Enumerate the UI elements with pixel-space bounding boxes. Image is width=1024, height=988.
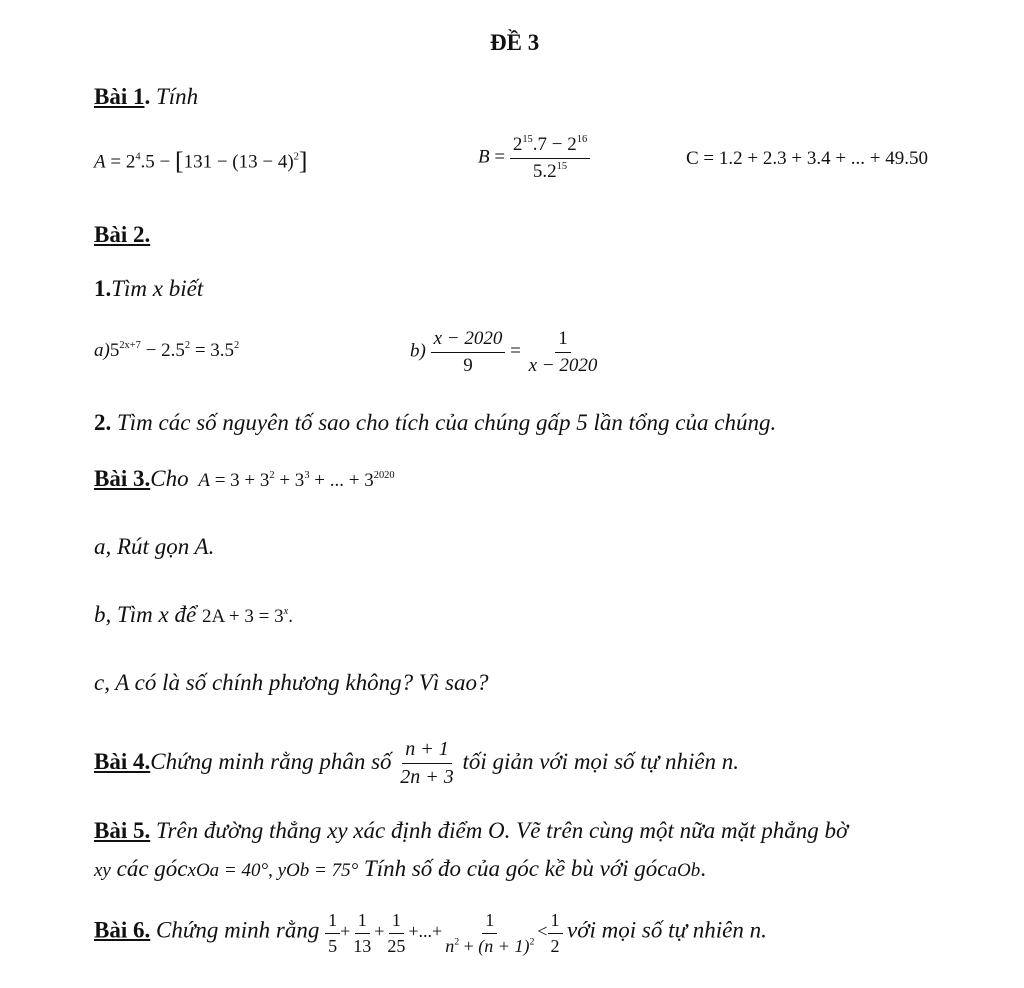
bai6-frac-2-den: 13 bbox=[353, 935, 372, 956]
bai5-line2 bbox=[94, 856, 706, 882]
expr-b-num-mid: .7 − 2 bbox=[532, 134, 577, 155]
expr-a-close: ] bbox=[298, 146, 308, 175]
expr-b-num-exp1: 15 bbox=[522, 134, 533, 146]
bai5-t2: Tính số đo của góc kề bù với góc bbox=[363, 856, 668, 881]
bai5-sep: , bbox=[268, 860, 273, 881]
expr-a-paren: (13 − 4) bbox=[232, 151, 294, 173]
bai3-part-c: c, A có là số chính phương không? Vì sao? bbox=[94, 670, 489, 695]
bai2-part2-num: 2. bbox=[94, 410, 112, 435]
bai6-last-den-ce: 2 bbox=[529, 936, 535, 948]
bai2-a-exp2: 2 bbox=[184, 340, 191, 352]
bai3-expr-t2: + 3 bbox=[274, 470, 305, 491]
bai1-text: Tính bbox=[155, 84, 199, 109]
bai2-a-rest2: = 3.5 bbox=[190, 340, 235, 361]
bai3-b-end: . bbox=[288, 606, 293, 627]
expr-a-exp1: 4 bbox=[135, 151, 141, 163]
bai4-fraction bbox=[397, 738, 457, 789]
bai6-rhs-den: 2 bbox=[550, 935, 560, 956]
bai2-part2-text: Tìm các số nguyên tố sao cho tích của chúng gấp 5 lần tổng của chúng. bbox=[117, 410, 777, 435]
bai3-expr-e3: 2020 bbox=[373, 470, 395, 482]
bai2-b-frac1 bbox=[431, 328, 506, 377]
bai3-expr-e2: 3 bbox=[304, 470, 310, 482]
bai5-t1: các góc bbox=[116, 856, 188, 881]
expr-a-inner: 131 − bbox=[183, 151, 233, 173]
bai3-b-text: b, Tìm x để bbox=[94, 602, 197, 627]
bai6-plus-1: + bbox=[340, 921, 351, 942]
expr-a-mid: .5 − bbox=[140, 151, 176, 173]
bai3-part-a: a, Rút gọn A. bbox=[94, 534, 215, 559]
bai3-text: Cho bbox=[150, 466, 189, 491]
expr-a-lhs: A bbox=[94, 151, 106, 173]
expr-a-open: [ bbox=[175, 146, 184, 175]
bai5-angle3: aOb bbox=[667, 860, 701, 881]
bai6-frac-rhs bbox=[548, 910, 563, 956]
bai6-last-den-b: + bbox=[459, 935, 479, 956]
bai3-heading bbox=[94, 466, 395, 492]
bai5-angle1: xOa = 40° bbox=[187, 860, 269, 881]
bai2-label: Bài 2. bbox=[94, 222, 151, 247]
bai2-b-num1: x − 2020 bbox=[431, 328, 506, 353]
bai2-a-expr bbox=[94, 340, 239, 362]
bai4-label: Bài 4. bbox=[94, 748, 151, 774]
bai3-b-expr bbox=[202, 606, 293, 627]
bai6-plus-2: + bbox=[374, 921, 385, 942]
bai3-expr-e1: 2 bbox=[269, 470, 275, 482]
expr-b-num-exp2: 16 bbox=[576, 134, 588, 146]
bai6-text2: với mọi số tự nhiên n. bbox=[567, 917, 767, 943]
bai1-label: Bài 1 bbox=[94, 84, 145, 109]
bai6-frac-2 bbox=[350, 910, 374, 956]
bai3-label: Bài 3. bbox=[94, 466, 151, 491]
bai3-expr-t3: + ... + 3 bbox=[309, 470, 374, 491]
bai6-frac-3 bbox=[384, 910, 408, 956]
bai5-line1-text: Trên đường thẳng xy xác định điểm O. Vẽ trên cùng một nữa mặt phẳng bờ bbox=[155, 818, 849, 843]
bai4-num: n + 1 bbox=[402, 738, 452, 764]
bai3-b-lhs: 2A + 3 = 3 bbox=[201, 606, 284, 627]
bai6-frac-2-num: 1 bbox=[355, 910, 370, 934]
bai5-xy: xy bbox=[94, 860, 111, 881]
bai2-a-exp3: 2 bbox=[234, 340, 240, 352]
bai5-angle1-wrap bbox=[188, 860, 359, 881]
bai6-last-den-c: (n + 1) bbox=[478, 935, 530, 956]
expr-a-exp2: 2 bbox=[293, 151, 299, 163]
bai6-label: Bài 6. bbox=[94, 917, 151, 943]
bai3-part-b bbox=[94, 602, 293, 628]
bai6-text1: Chứng minh rằng bbox=[155, 917, 320, 943]
bai6-frac-1-den: 5 bbox=[328, 935, 338, 956]
bai6-lt: < bbox=[537, 921, 548, 942]
bai2-part1-text: Tìm x biết bbox=[111, 276, 204, 301]
expr-b-den-base: 5.2 bbox=[532, 160, 557, 182]
bai2-b-frac2 bbox=[526, 328, 601, 377]
bai1-heading bbox=[94, 84, 198, 110]
expr-b-den-exp: 15 bbox=[556, 161, 568, 173]
bai6-last-den-ae: 2 bbox=[454, 936, 460, 948]
bai5-label: Bài 5. bbox=[94, 818, 151, 843]
bai2-part1 bbox=[94, 276, 203, 302]
bai5-angle2: yOb = 75° bbox=[277, 860, 359, 881]
bai2-a-base: 5 bbox=[109, 340, 120, 361]
bai4-text1: Chứng minh rằng phân số bbox=[150, 748, 392, 774]
expr-a-base1: 2 bbox=[125, 151, 136, 173]
bai4-line bbox=[94, 738, 739, 789]
bai1-expr-b: B = $\frac{2^{15}.7 - 2^{16}}{5.2^{15}}$ bbox=[478, 134, 590, 183]
bai2-b-num2: 1 bbox=[555, 328, 571, 353]
bai5-line1 bbox=[94, 818, 848, 844]
bai6-line bbox=[94, 910, 767, 956]
bai6-last-den-a: n bbox=[445, 935, 455, 956]
bai6-frac-3-num: 1 bbox=[389, 910, 404, 934]
bai6-frac-last bbox=[442, 910, 537, 956]
bai2-part1-num: 1. bbox=[94, 276, 112, 301]
expr-b-lhs: B bbox=[478, 146, 490, 168]
bai2-a-prefix: a) bbox=[94, 340, 110, 361]
bai1-expr-a: $A = 2^4.5 - [131 - (13 - 4)^2]$ bbox=[94, 146, 308, 175]
bai2-b-prefix: b) bbox=[410, 340, 426, 362]
bai1-dot: . bbox=[144, 84, 151, 109]
bai2-part2 bbox=[94, 410, 776, 436]
bai2-b-den2: x − 2020 bbox=[528, 354, 598, 376]
bai5-end: . bbox=[700, 856, 706, 881]
bai2-b-expr bbox=[410, 328, 600, 377]
page-title: ĐỀ 3 bbox=[490, 30, 540, 55]
bai4-text2: tối giản với mọi số tự nhiên n. bbox=[462, 748, 740, 774]
bai3-expr bbox=[198, 470, 394, 491]
bai2-a-exp: 2x+7 bbox=[119, 340, 141, 352]
bai6-frac-1-num: 1 bbox=[325, 910, 340, 934]
bai1-expr-c: C = 1.2 + 2.3 + 3.4 + ... + 49.50 bbox=[686, 148, 928, 169]
bai6-expr bbox=[325, 910, 567, 956]
bai3-expr-t1: = 3 + 3 bbox=[214, 470, 270, 491]
bai6-frac-1 bbox=[325, 910, 340, 956]
bai6-rhs-num: 1 bbox=[548, 910, 563, 934]
bai6-dots: +...+ bbox=[408, 921, 443, 942]
bai3-b-exp: x bbox=[283, 606, 289, 618]
bai6-frac-3-den: 25 bbox=[387, 935, 406, 956]
bai6-last-num: 1 bbox=[482, 910, 497, 934]
bai4-den: 2n + 3 bbox=[400, 766, 454, 788]
expr-b-num-base1: 2 bbox=[512, 134, 523, 155]
expr-b-fraction bbox=[510, 134, 590, 183]
bai2-b-den1: 9 bbox=[463, 354, 473, 376]
bai3-expr-lhs: A bbox=[198, 470, 210, 491]
bai2-b-eq: = bbox=[510, 340, 521, 362]
bai2-a-rest1: − 2.5 bbox=[140, 340, 185, 361]
